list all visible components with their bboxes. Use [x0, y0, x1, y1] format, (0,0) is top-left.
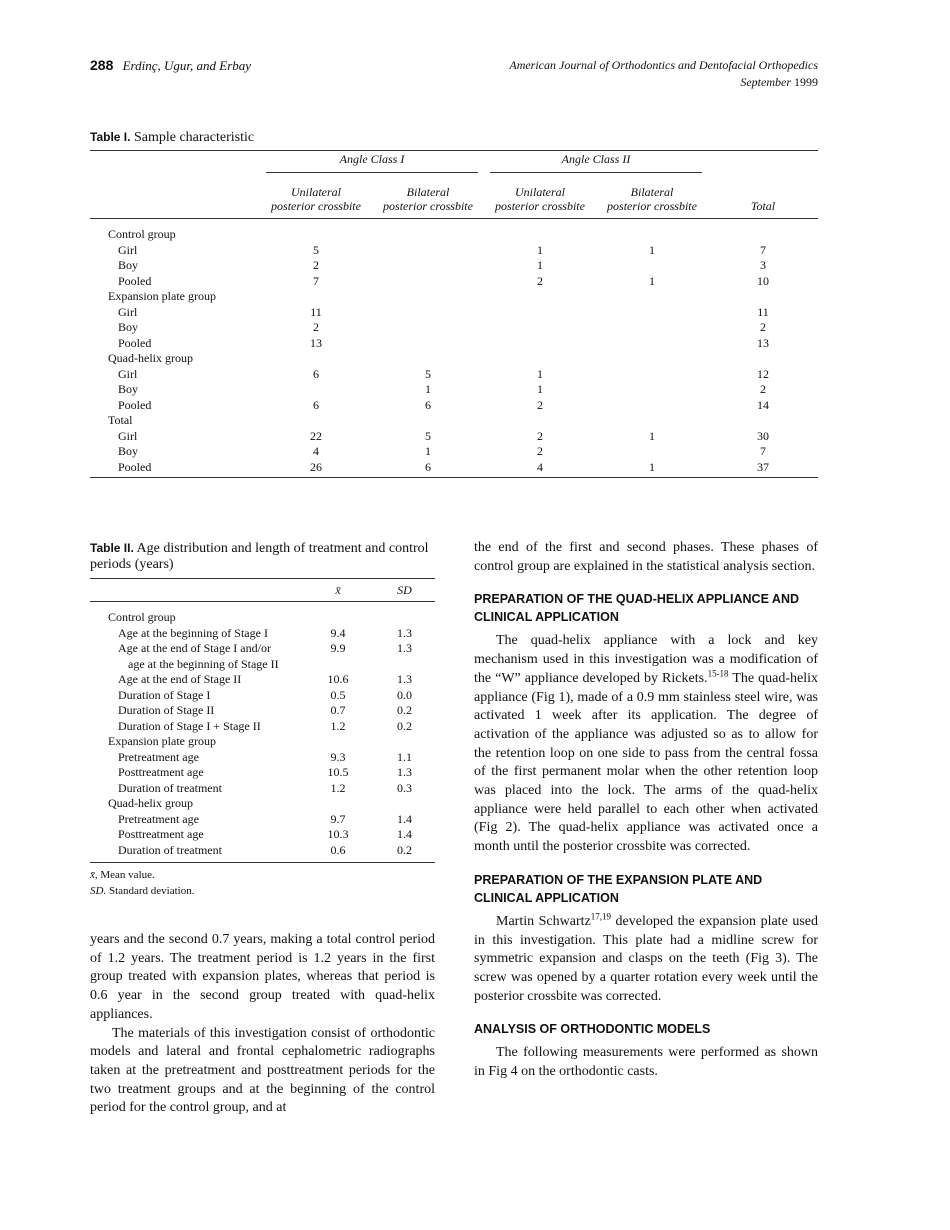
table2-row	[90, 734, 435, 750]
table1-cell	[260, 413, 372, 429]
table2-row	[90, 781, 435, 797]
table1-row	[90, 243, 818, 259]
table2-row	[90, 703, 435, 719]
table1-row-label: Girl	[118, 242, 138, 257]
table1-cell: 1	[537, 242, 543, 257]
table1-row-label: Pooled	[118, 273, 152, 288]
table1-cell	[372, 274, 484, 290]
table2-mean-cell	[302, 602, 374, 626]
table2-sd-cell	[374, 734, 435, 750]
table2-row	[90, 796, 435, 812]
table1-cell: 6	[425, 397, 431, 412]
table1-cell	[484, 320, 596, 336]
table2-sd-cell: 1.1	[397, 749, 412, 764]
table1-cell	[708, 413, 818, 429]
table1-cell	[372, 413, 484, 429]
table1-cell	[596, 444, 708, 460]
table2-label: Table II.	[90, 541, 134, 555]
table1-cell	[372, 243, 484, 259]
table2-sd-cell: 1.3	[397, 765, 412, 779]
paragraph: The materials of this investigation consist of orthodontic models and lateral and frontal cephalometric radiographs taken at the pretreatment and posttreatment periods for the two treatment groups and at the beginning of the control period for the control group, and at	[90, 1025, 435, 1116]
table2-mean-cell: 10.6	[327, 672, 349, 686]
table1-header-blank	[708, 151, 818, 174]
table2-mean-cell	[302, 734, 374, 750]
table2-mean-cell: 9.9	[330, 641, 346, 655]
table2-mean-cell: 1.2	[330, 718, 346, 733]
table1-cell	[260, 351, 372, 367]
page-number: 288	[90, 57, 114, 73]
table1-cell: 1	[425, 444, 431, 458]
table1-cell	[596, 258, 708, 274]
table1-cell: 2	[760, 382, 766, 396]
table2-mean-cell: 9.7	[330, 811, 346, 826]
section-heading: PREPARATION OF THE EXPANSION PLATE AND CLINICAL APPLICATION	[474, 872, 763, 905]
table1-cell: 6	[372, 460, 484, 478]
table2-mean-cell: 9.4	[330, 625, 346, 640]
table2-footnote: SD. Standard deviation.	[90, 885, 195, 897]
table1-cell: 2	[537, 273, 543, 288]
table1-cell: 4	[484, 460, 596, 478]
table1-row-label: Control group	[108, 227, 176, 241]
table1-cell: 13	[757, 335, 769, 350]
table1-cell	[372, 351, 484, 367]
table1-cell	[708, 289, 818, 305]
citation: 17,19	[590, 911, 611, 922]
table1-column-header: Unilateral posterior crossbite	[260, 173, 372, 219]
table2-sd-cell: 0.3	[397, 780, 412, 795]
table1-cell	[708, 219, 818, 243]
table1-row-label: Girl	[118, 366, 138, 381]
table1-column-header: Bilateral posterior crossbite	[372, 173, 484, 219]
table1-group-header: Angle Class II	[484, 151, 708, 174]
table1-cell: 26	[260, 460, 372, 478]
table1-cell: 6	[313, 366, 319, 381]
table1-row-label: Boy	[118, 320, 139, 334]
table1-cell: 3	[760, 258, 766, 272]
table2-sd-cell	[374, 602, 435, 626]
table2-row-label: Duration of Stage I	[118, 687, 211, 702]
table1-cell	[596, 413, 708, 429]
table2-row-label: Pretreatment age	[118, 749, 199, 764]
table2-sd-cell	[374, 796, 435, 812]
table1-cell: 1	[425, 382, 431, 396]
table1-cell: 1	[537, 382, 543, 396]
table2-sd-cell: 1.3	[397, 672, 412, 686]
table1-header-blank	[90, 173, 260, 219]
paragraph: The following measurements were performed as shown in Fig 4 on the orthodontic casts.	[474, 1045, 818, 1080]
table1-column-header: Unilateral posterior crossbite	[484, 173, 596, 219]
table2-mean-cell: 0.6	[302, 843, 374, 863]
table1-row-label: Girl	[118, 304, 138, 319]
table1-row	[90, 444, 818, 460]
table2-sd-cell: 0.2	[397, 718, 412, 733]
table1-row-label: Pooled	[90, 460, 260, 478]
table2-row-label: Duration of Stage I + Stage II	[118, 718, 261, 733]
table1-row	[90, 413, 818, 429]
table1-cell: 14	[757, 397, 769, 412]
table2-sd-cell: 1.4	[397, 811, 412, 826]
table1-title: Sample characteristic	[133, 130, 255, 145]
table1-cell	[484, 289, 596, 305]
table1-cell: 22	[310, 428, 322, 443]
table1-cell: 2	[760, 320, 766, 334]
table1-cell: 1	[649, 242, 655, 257]
table1-group-header: Angle Class I	[260, 151, 484, 174]
section-heading: PREPARATION OF THE QUAD-HELIX APPLIANCE AND CLINICAL APPLICATION	[474, 592, 800, 625]
table1-cell	[484, 413, 596, 429]
table1-cell	[372, 320, 484, 336]
table2-row-label: Age at the end of Stage II	[118, 672, 242, 686]
table1-row	[90, 305, 818, 321]
table2-row-label: Posttreatment age	[118, 765, 204, 779]
table1-row-label: Boy	[118, 444, 139, 458]
table1-cell: 2	[313, 320, 319, 334]
table2-mean-cell: 9.3	[330, 749, 346, 764]
table2-row	[90, 750, 435, 766]
right-column-text	[474, 539, 818, 1082]
table2-row-label: Expansion plate group	[108, 734, 216, 748]
table1-cell: 2	[537, 428, 543, 443]
table1-row-label: Quad-helix group	[108, 351, 193, 365]
table2-mean-cell: 0.5	[330, 687, 346, 702]
table1-header-blank	[90, 151, 260, 174]
table1-label: Table I.	[90, 130, 131, 144]
table2-row	[90, 843, 435, 863]
table1-cell	[260, 289, 372, 305]
table2-row-label: Duration of treatment	[118, 780, 222, 795]
table1-cell	[372, 336, 484, 352]
table2-sd-cell: 0.2	[397, 703, 412, 717]
table1-row	[90, 460, 818, 478]
table2-sd-cell: 1.4	[397, 827, 412, 841]
table1-cell: 30	[757, 428, 769, 443]
table1-cell: 13	[310, 335, 322, 350]
table1-row	[90, 382, 818, 398]
table1-cell: 5	[313, 242, 319, 257]
table1-cell: 2	[537, 444, 543, 458]
table2-row-label: Control group	[108, 610, 176, 624]
table2-title: Age distribution and length of treatment and control periods (years)	[90, 541, 429, 572]
table2-row	[90, 602, 435, 626]
table2-sd-cell: 0.2	[374, 843, 435, 863]
table1-row	[90, 336, 818, 352]
table2-row	[90, 688, 435, 704]
table1-cell: 6	[313, 397, 319, 412]
table1-cell	[484, 336, 596, 352]
table2-footnotes	[90, 867, 195, 899]
table1-cell: 1	[649, 273, 655, 288]
running-authors: Erdinç, Ugur, and Erbay	[122, 58, 252, 73]
table1-cell: 10	[757, 273, 769, 288]
table2-row-label: Age at the beginning of Stage I	[118, 625, 268, 640]
table1-row	[90, 289, 818, 305]
table1-cell: 1	[596, 460, 708, 478]
table1-row-label: Total	[108, 413, 133, 427]
table2-sd-cell	[374, 657, 435, 673]
table1-cell: 11	[757, 304, 769, 319]
table1-cell	[596, 351, 708, 367]
table1-cell: 1	[649, 428, 655, 443]
table2	[90, 578, 435, 863]
table2-mean-cell: 0.7	[330, 703, 346, 717]
table2-row-label: Age at the end of Stage I and/or	[118, 641, 271, 655]
table1-cell	[596, 219, 708, 243]
table1-cell	[372, 305, 484, 321]
table1-column-header: Bilateral posterior crossbite	[596, 173, 708, 219]
left-column-text	[90, 931, 435, 1118]
issue-year: 1999	[794, 75, 818, 89]
table1-cell	[596, 398, 708, 414]
table2-row	[90, 827, 435, 843]
table1-cell: 7	[313, 273, 319, 288]
table1-cell: 2	[537, 397, 543, 412]
table1-row	[90, 274, 818, 290]
table2-row-label: Duration of treatment	[90, 843, 302, 863]
table2-row	[90, 812, 435, 828]
table1-column-header: Total	[708, 173, 818, 219]
table1-cell	[596, 367, 708, 383]
paragraph: the end of the first and second phases. These phases of control group are explained in the statistical analysis section.	[474, 540, 818, 574]
table2-row	[90, 765, 435, 781]
citation: 15-18	[707, 668, 729, 679]
table1-cell: 4	[313, 444, 319, 458]
table1-row	[90, 219, 818, 243]
table1-cell: 5	[425, 366, 431, 381]
table1-row-label: Expansion plate group	[108, 289, 216, 303]
table1-cell: 11	[310, 304, 322, 319]
table1-row	[90, 351, 818, 367]
table2-mean-cell	[302, 796, 374, 812]
table1-row	[90, 320, 818, 336]
table1-cell: 2	[313, 258, 319, 272]
table2-header-sd: SD	[374, 579, 435, 602]
table1-cell	[484, 219, 596, 243]
table2-mean-cell: 1.2	[330, 780, 346, 795]
table1-cell	[708, 351, 818, 367]
section-heading: ANALYSIS OF ORTHODONTIC MODELS	[474, 1022, 711, 1037]
table1-cell	[260, 382, 372, 398]
table2-row	[90, 672, 435, 688]
table2-row-label: Pretreatment age	[118, 811, 199, 826]
table1-row-label: Boy	[118, 382, 139, 396]
table1-row-label: Girl	[118, 428, 138, 443]
table1-caption	[90, 129, 254, 146]
table1-cell: 37	[708, 460, 818, 478]
table2-sd-cell: 0.0	[397, 687, 412, 702]
table1-cell	[484, 351, 596, 367]
table1-cell	[372, 219, 484, 243]
paragraph: The quad-helix appliance with a lock and key mechanism used in this investigation was a modification of the “W” appliance developed by Rickets.$^{15-18}$ The quad-helix appliance (Fig 1), made of a 0.9 mm stainless steel wire, was activated 1 week after its application. The degree of activation of the appliance was adjusted so as to allow for the retention loop on one side to pass from the central fossa of the first permanent molar when the other retention loop was placed into the lock. The arms of the quad-helix appliance were held parallel to each other when activated (Fig 2). The quad-helix appliance was activated once a month until the posterior crossbite was corrected.	[474, 633, 819, 855]
table1-row-label: Pooled	[118, 335, 152, 350]
table1-cell	[596, 320, 708, 336]
table1-row	[90, 398, 818, 414]
table2-row-label: Quad-helix group	[108, 796, 193, 810]
table2-sd-cell: 1.3	[397, 625, 412, 640]
table2-caption	[90, 540, 440, 573]
table2-sd-cell: 1.3	[397, 641, 412, 655]
paragraph: years and the second 0.7 years, making a total control period of 1.2 years. The treatment period is 1.2 years in the first group treated with expansion plates, whereas that period is 0.6 year in the second group treated with quad-helix appliances.	[90, 932, 435, 1022]
table1-row-label: Boy	[118, 258, 139, 272]
table1-cell	[596, 289, 708, 305]
table2-header-mean: x̄	[302, 579, 374, 602]
table1-cell: 7	[760, 242, 766, 257]
running-header-left	[90, 57, 251, 74]
table1-row-label: Pooled	[118, 397, 152, 412]
table2-row-label: Posttreatment age	[118, 827, 204, 841]
table2-row	[90, 719, 435, 735]
running-header-right	[509, 57, 818, 91]
table1-row	[90, 258, 818, 274]
table2-mean-cell: 10.3	[327, 827, 349, 841]
table1-cell	[596, 305, 708, 321]
table1-cell	[596, 336, 708, 352]
table2-mean-cell	[302, 657, 374, 673]
table2-row-label: age at the beginning of Stage II	[128, 656, 279, 671]
table2-mean-cell: 10.5	[327, 765, 349, 779]
journal-name: American Journal of Orthodontics and Dentofacial Orthopedics	[509, 58, 818, 72]
table1-cell	[260, 219, 372, 243]
table1	[90, 150, 818, 478]
table1-cell: 1	[537, 258, 543, 272]
table1-row	[90, 429, 818, 445]
table1-cell: 7	[760, 444, 766, 458]
issue-month: September	[740, 75, 791, 89]
table1-cell: 5	[425, 428, 431, 443]
table1-cell	[372, 258, 484, 274]
table1-row	[90, 367, 818, 383]
table1-cell	[484, 305, 596, 321]
table2-footnote: x̄, Mean value.	[90, 869, 155, 881]
table2-row-label: Duration of Stage II	[118, 703, 215, 717]
table1-cell	[372, 289, 484, 305]
table2-row	[90, 641, 435, 657]
table2-row	[90, 626, 435, 642]
table1-cell	[596, 382, 708, 398]
table2-row	[90, 657, 435, 673]
paragraph: Martin Schwartz$^{17,19}$ developed the expansion plate used in this investigation. This plate had a midline screw for symmetric expansion and clasps on the teeth (Fig 3). The screw was opened by a quarter rotation every week until the posterior crossbite was corrected.	[474, 911, 818, 1004]
table1-cell: 12	[757, 366, 769, 381]
table1-cell: 1	[537, 366, 543, 381]
table2-header-blank	[90, 579, 302, 602]
